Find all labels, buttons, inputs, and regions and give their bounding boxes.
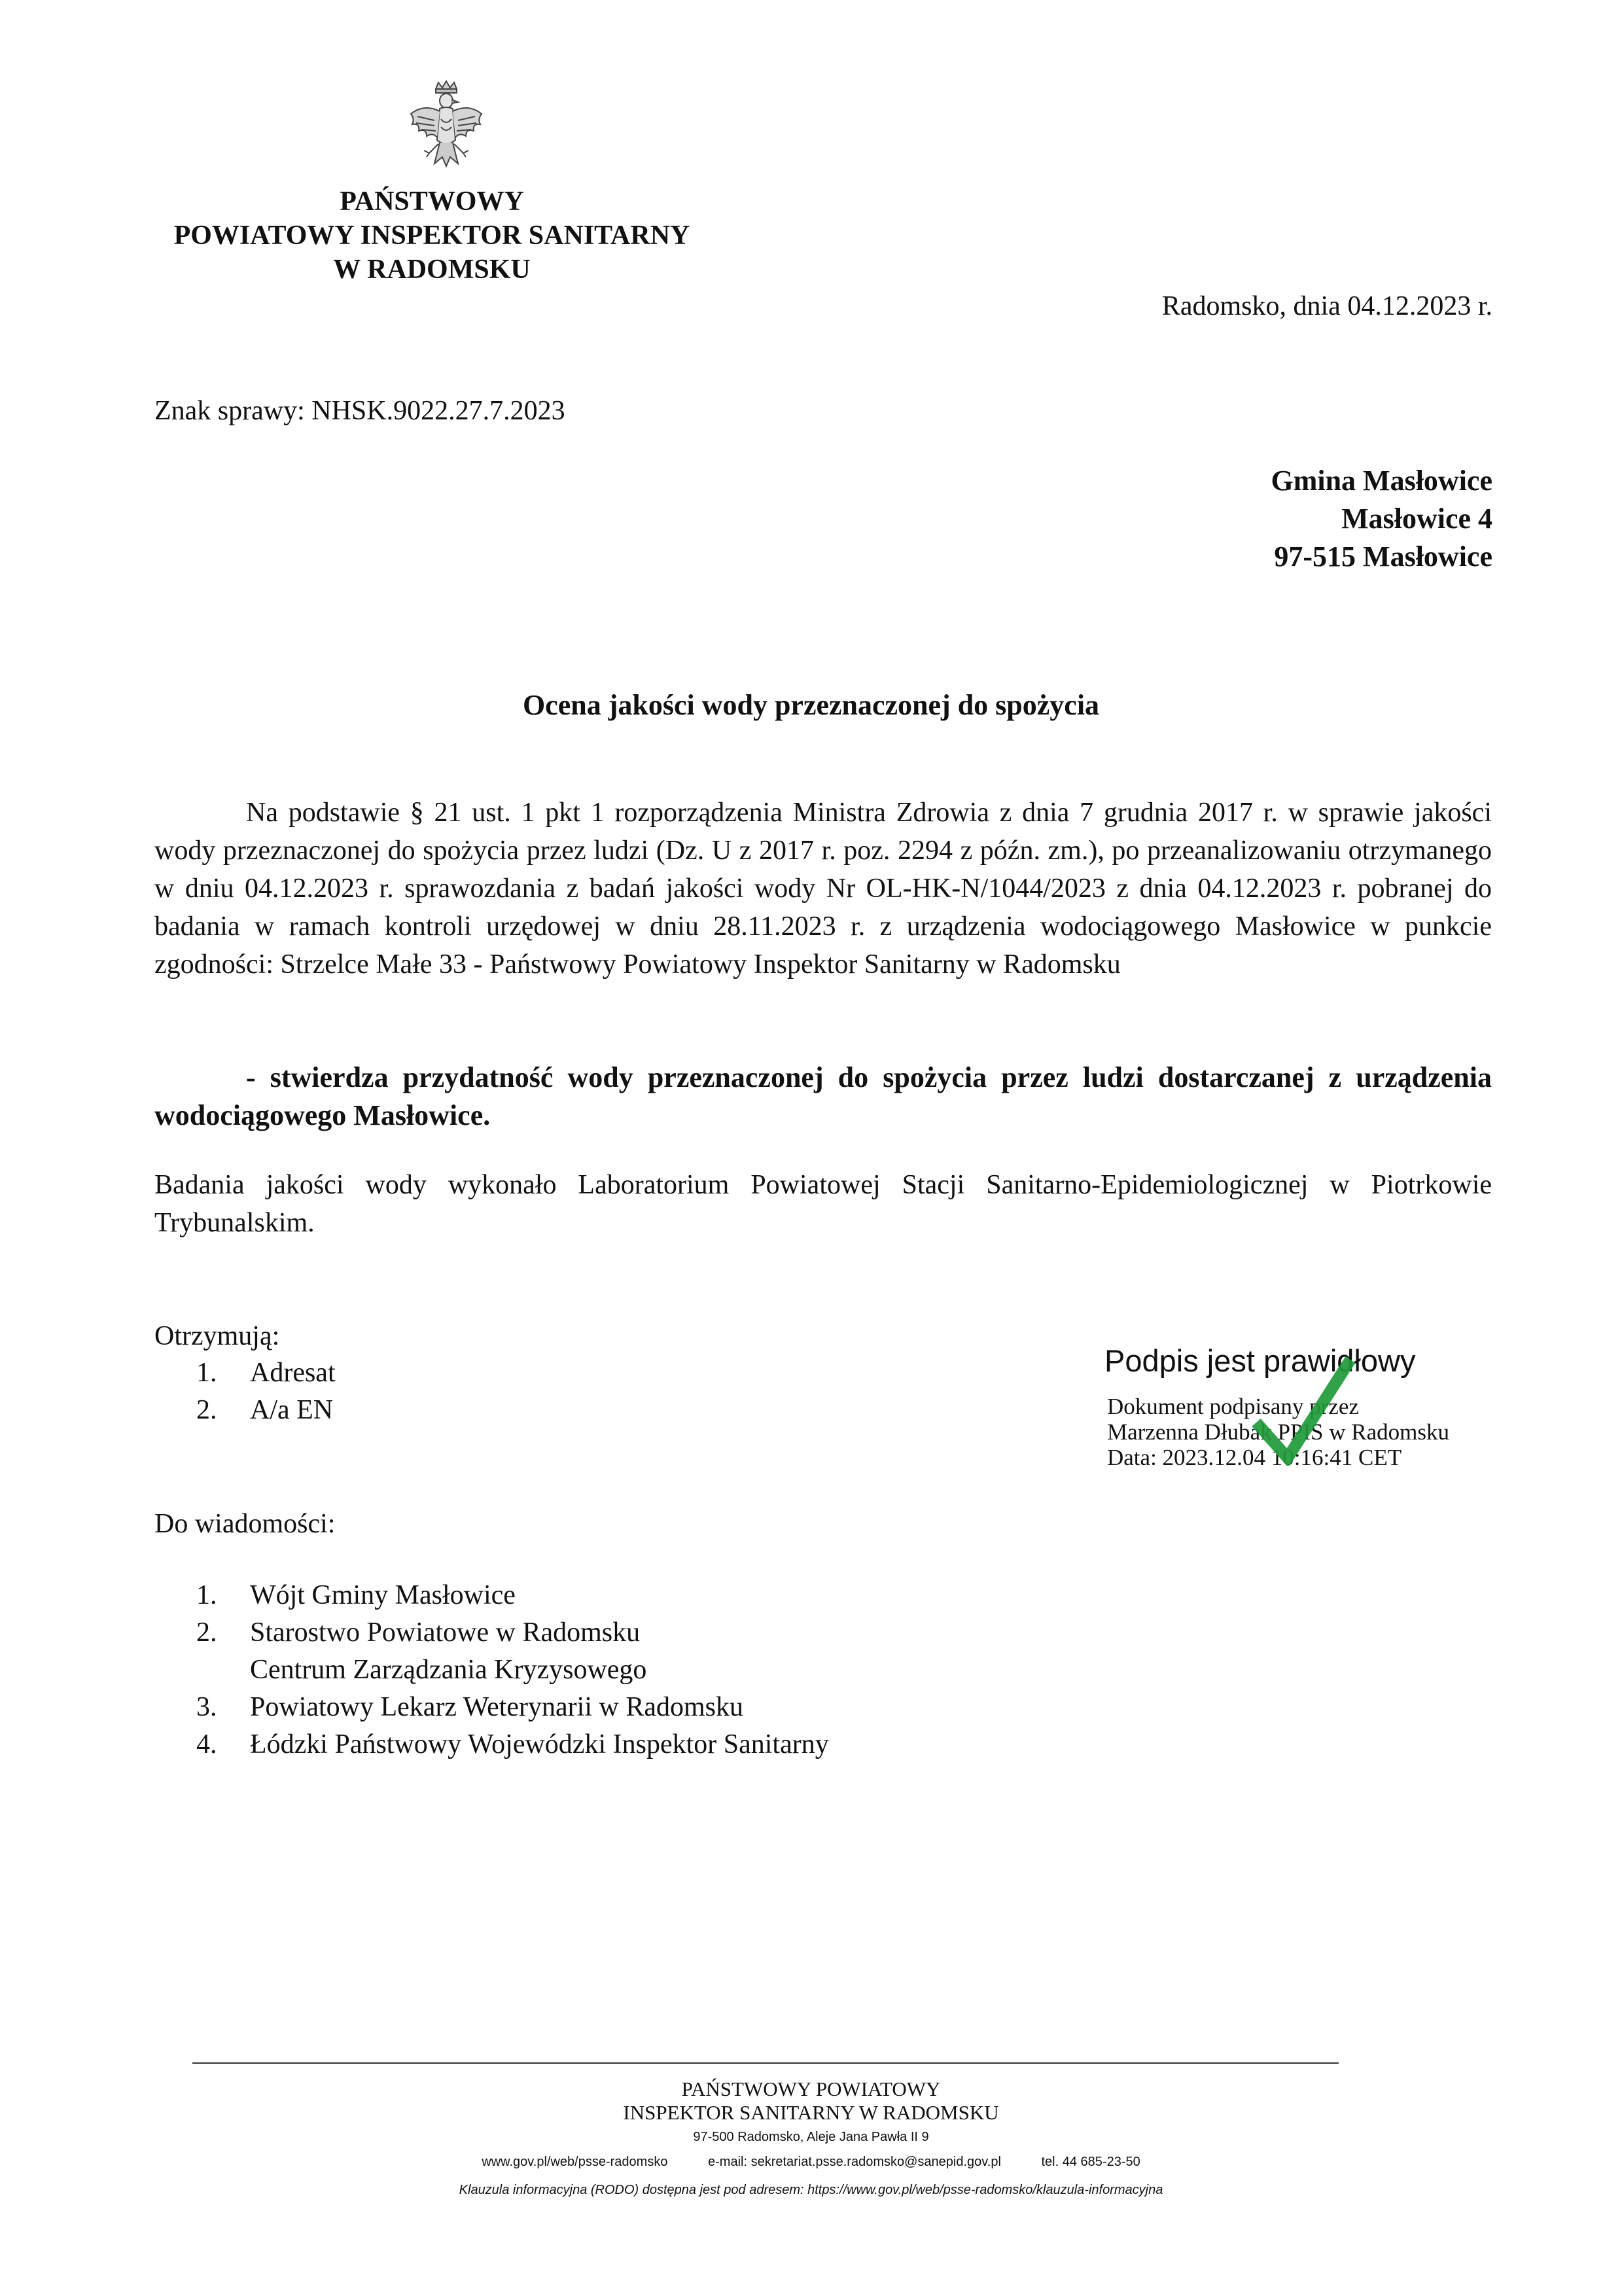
list-item-number: 2. — [196, 1395, 217, 1425]
list-item-text: A/a EN — [250, 1395, 334, 1425]
issuer-line-2: POWIATOWY INSPEKTOR SANITARNY — [173, 221, 690, 251]
list-item-continuation — [196, 1651, 829, 1689]
footer-address: 97-500 Radomsko, Aleje Jana Pawła II 9 — [693, 2130, 929, 2144]
footer-email-link[interactable]: e-mail: sekretariat.psse.radomsko@sanepid.gov.pl — [708, 2155, 1001, 2169]
list-item-number: 1. — [196, 1358, 217, 1388]
list-item-text: Adresat — [250, 1358, 336, 1388]
list-item — [196, 1726, 829, 1763]
signature-checkmark-icon — [1251, 1354, 1356, 1466]
footer-name-line-1: PAŃSTWOWY POWIATOWY — [681, 2077, 941, 2100]
list-item-number: 3. — [196, 1692, 217, 1722]
list-item-number: 1. — [196, 1580, 217, 1610]
list-item-text: Centrum Zarządzania Kryzysowego — [250, 1655, 647, 1685]
recipient-line-1: Gmina Masłowice — [1271, 465, 1492, 497]
list-item — [196, 1689, 829, 1726]
list-item — [196, 1392, 336, 1429]
for-information-heading: Do wiadomości: — [154, 1509, 336, 1539]
date-line: Radomsko, dnia 04.12.2023 r. — [1161, 291, 1492, 321]
list-item-number: 2. — [196, 1617, 217, 1648]
list-item-text: Starostwo Powiatowe w Radomsku — [250, 1617, 641, 1648]
list-item — [196, 1354, 336, 1392]
eagle-emblem-icon — [404, 80, 488, 179]
list-item — [196, 1614, 829, 1651]
footer — [0, 2077, 1622, 2206]
footer-rodo-note: Klauzula informacyjna (RODO) dostępna jest pod adresem: https://www.gov.pl/web/psse-radomsko/klauzula-informacyjna — [459, 2183, 1163, 2197]
recipient-address — [1271, 462, 1492, 576]
document-title: Ocena jakości wody przeznaczonej do spożycia — [522, 689, 1100, 721]
footer-phone: tel. 44 685-23-50 — [1041, 2155, 1140, 2169]
list-item-text: Powiatowy Lekarz Weterynarii w Radomsku — [250, 1692, 743, 1722]
footer-website-link[interactable]: www.gov.pl/web/psse-radomsko — [482, 2155, 668, 2169]
issuer-line-1: PAŃSTWOWY — [340, 186, 524, 217]
for-information-list — [196, 1577, 829, 1763]
signature-status: Podpis jest prawidłowy — [1104, 1343, 1416, 1378]
signature-line-2: Marzenna Dłubak PPIS w Radomsku — [1107, 1419, 1450, 1445]
footer-name-line-2: INSPEKTOR SANITARNY W RADOMSKU — [623, 2101, 999, 2124]
footer-divider — [192, 2062, 1339, 2064]
signature-line-1: Dokument podpisany przez — [1107, 1394, 1359, 1419]
main-paragraph: Na podstawie § 21 ust. 1 pkt 1 rozporządzenia Ministra Zdrowia z dnia 7 grudnia 2017 r. w sprawie jakości wody przeznaczonej do spożycia przez ludzi (Dz. U z 2017 r. poz. 2294 z późn. zm.), po przeanalizowaniu otrzymanego w dniu 04.12.2023 r. sprawozdania z badań jakości wody Nr OL-HK-N/1044/2023 z dnia 04.12.2023 r. pobranej do badania w ramach kontroli urzędowej w dniu 28.11.2023 r. z urządzenia wodociągowego Masłowice w punkcie zgodności: Strzelce Małe 33 - Państwowy Powiatowy Inspektor Sanitarny w Radomsku — [154, 798, 1492, 980]
issuer-line-3: W RADOMSKU — [333, 255, 531, 285]
recipient-line-3: 97-515 Masłowice — [1274, 540, 1492, 573]
recipient-line-2: Masłowice 4 — [1341, 503, 1492, 535]
laboratory-paragraph: Badania jakości wody wykonało Laboratorium Powiatowej Stacji Sanitarno-Epidemiologicznej w Piotrkowie Trybunalskim. — [154, 1170, 1492, 1238]
case-reference: Znak sprawy: NHSK.9022.27.7.2023 — [154, 396, 565, 426]
list-item-text: Wójt Gminy Masłowice — [250, 1580, 516, 1610]
list-item — [196, 1577, 829, 1614]
conclusion-paragraph: - stwierdza przydatność wody przeznaczonej do spożycia przez ludzi dostarczanej z urządzenia wodociągowego Masłowice. — [154, 1061, 1492, 1131]
list-item-text: Łódzki Państwowy Wojewódzki Inspektor Sanitarny — [250, 1729, 829, 1759]
signature-line-3: Data: 2023.12.04 10:16:41 CET — [1107, 1445, 1402, 1470]
footer-contacts — [0, 2149, 1622, 2174]
receivers-heading: Otrzymują: — [154, 1321, 280, 1351]
list-item-number: 4. — [196, 1729, 217, 1759]
issuer-header — [118, 185, 746, 287]
receivers-list — [196, 1354, 336, 1429]
